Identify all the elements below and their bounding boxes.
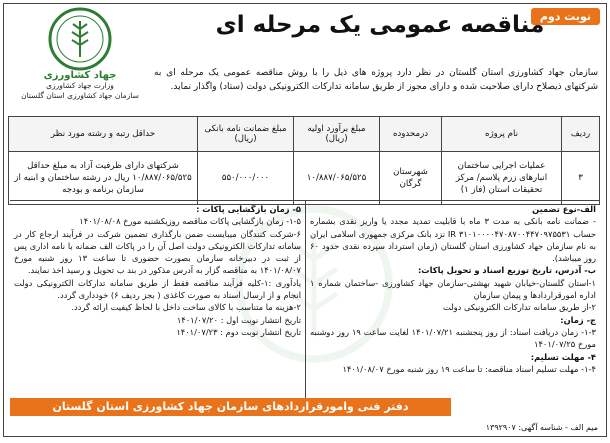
opening-time-title: ۵- زمان بازگشایی پاکات : <box>196 204 301 214</box>
header-location: درمحدوده <box>380 117 442 152</box>
header-estimate: مبلغ برآورد اولیه (ریال) <box>294 117 380 152</box>
header-project-name: نام پروژه <box>442 117 562 152</box>
header-min-rank: حداقل رتبه و رشته مورد نظر <box>9 117 198 152</box>
cell-project-name: عملیات اجرایی ساختمان انبارهای زرم پلاسم/ مرکز تحقیقات استان (فاز ۱) <box>442 152 562 205</box>
header-row-number: ردیف <box>562 117 600 152</box>
clause-6-text: ۶-شرکت کنندگان میبایست ضمن بارگذاری تضمین شرکت در فرآیند ارجاع کار در سامانه تدارکات الکترونیکی دولت اصل آن را در پاکات الف ضمانه با نامه اداری پس از ثبت در دبیرخانه سازمان بصورت حضوری تا ساعت ۱۳ روز شنبه مورخ ۱۴۰۱/۰۸/۰۷ به مناقصه گزار به آدرس مذکور در بند ب تحویل و رسید اخذ نمایند. <box>14 228 301 276</box>
intro-paragraph: سازمان جهاد کشاورزی استان گلستان در نظر دارد پروژه های ذیل را با روش مناقصه عمومی یک مرحله ای به شرکتهای ذیصلاح دارای صلاحیت شده و دارای مجوز از طریق سامانه تدارکات الکترونیکی دولت (ستاد) واگذار نماید. <box>154 68 598 92</box>
notice-title: مناقصه عمومی یک مرحله ای <box>215 12 545 38</box>
conditions-right-column <box>305 201 600 401</box>
cell-estimate: ۱۰/۸۸۷/۰۶۵/۵۲۵ <box>294 152 380 205</box>
wheat-emblem-icon <box>48 7 112 71</box>
organization-name: سازمان جهاد کشاورزی استان گلستان <box>21 91 139 100</box>
ad-reference-id: میم الف - شناسه آگهی: ۱۳۹۲۹۰۷ <box>485 423 598 432</box>
logo-text: جهاد کشاورزی <box>43 70 117 81</box>
document-receive-time: ۱-۳- زمان دریافت اسناد: از روز پنجشنبه ۱۴۰۱/۰۷/۲۱ لغایت ساعت ۱۹ روز دوشنبه مورخ ۱۴۰۱/۰۷/۲۵ <box>310 326 596 350</box>
conditions-section <box>10 200 600 401</box>
time-title: ج- زمان: <box>560 314 596 325</box>
second-publish-date: تاریخ انتشار نوبت دوم : ۱۴۰۱/۰۷/۲۳ <box>176 326 301 337</box>
cell-min-rank: شرکتهای دارای ظرفیت آزاد به مبلغ حداقل ۱۰/۸۸۷/۰۶۵/۵۲۵ ریال در رشته ساختمان و ابنیه از سازمان برنامه و بودجه <box>9 152 198 205</box>
cell-location: شهرستان گرگان <box>380 152 442 205</box>
table-header-row <box>9 117 600 152</box>
reminder-note: یادآوری :۱-کلیه فرآیند مناقصه فقط از طریق سامانه تدارکات الکترونیکی دولت انجام و از ارسال اسناد به صورت کاغذی ( بجز ردیف ۶) خودداری گردد. <box>14 277 301 301</box>
ministry-logo <box>10 7 150 109</box>
clause-7-text: ۲-هزینه ما متناسب با کالای ساخت داخل با لحاظ کیفیت ارائه گردد. <box>71 302 301 313</box>
conditions-left-column <box>10 201 305 401</box>
table-row <box>9 152 600 205</box>
guarantee-type-text: - ضمانت نامه بانکی به مدت ۳ ماه با قابلیت تمدید مجدد یا واریز نقدی بشماره حساب IR ۳۱۰۱۰۰۰۰۴۷۰۸۷۰۰۴۴۷۰۹۷۵۵۳۱ نزد بانک مرکزی جمهوری اسلامی ایران به نام سازمان جهاد کشاورزی استان گلستان (زمان استرداد سپرده نقدی حدود ۶۰ روز میباشد). <box>310 216 597 264</box>
footer-office-bar: دفتر فنی وامورقراردادهای سازمان جهاد کشاورزی استان گلستان <box>10 398 451 416</box>
address-text-2: ۲-از طریق سامانه تدارکات الکترونیکی دولت <box>442 302 596 313</box>
submission-deadline-title: ۴- مهلت تسلیم: <box>530 351 596 362</box>
opening-time-text: ۱-۵- زمان بازگشایی پاکات مناقصه روزیکشنبه مورخ ۱۴۰۱/۰۸/۰۸ <box>79 216 301 227</box>
tender-notice <box>3 3 607 437</box>
project-table <box>8 116 600 205</box>
address-title: ب- آدرس، تاریخ توزیع اسناد و تحویل پاکات: <box>417 265 596 276</box>
header-guarantee: مبلغ ضمانت نامه بانکی (ریال) <box>198 117 294 152</box>
submission-deadline-text: ۱-۴- مهلت تسلیم اسناد مناقصه: تا ساعت ۱۹ روز شنبه مورخ ۱۴۰۱/۰۸/۰۷ <box>342 363 596 374</box>
cell-row-number: ۳ <box>562 152 600 205</box>
guarantee-type-title: الف-نوع تضمین <box>532 204 596 214</box>
cell-guarantee: ۵۵۰/۰۰۰/۰۰۰ <box>198 152 294 205</box>
first-publish-date: تاریخ انتشار نوبت اول : ۱۴۰۱/۰۷/۲۰ <box>176 314 301 325</box>
address-text-1: ۱-استان گلستان-خیابان شهید بهشتی-سازمان جهاد کشاورزی -ساختمان شماره ۱ اداره امورقراردادها و پیمان سازمان <box>310 277 596 301</box>
ministry-name: وزارت جهاد کشاورزی <box>46 81 114 90</box>
second-round-badge: نوبت دوم <box>531 8 600 25</box>
